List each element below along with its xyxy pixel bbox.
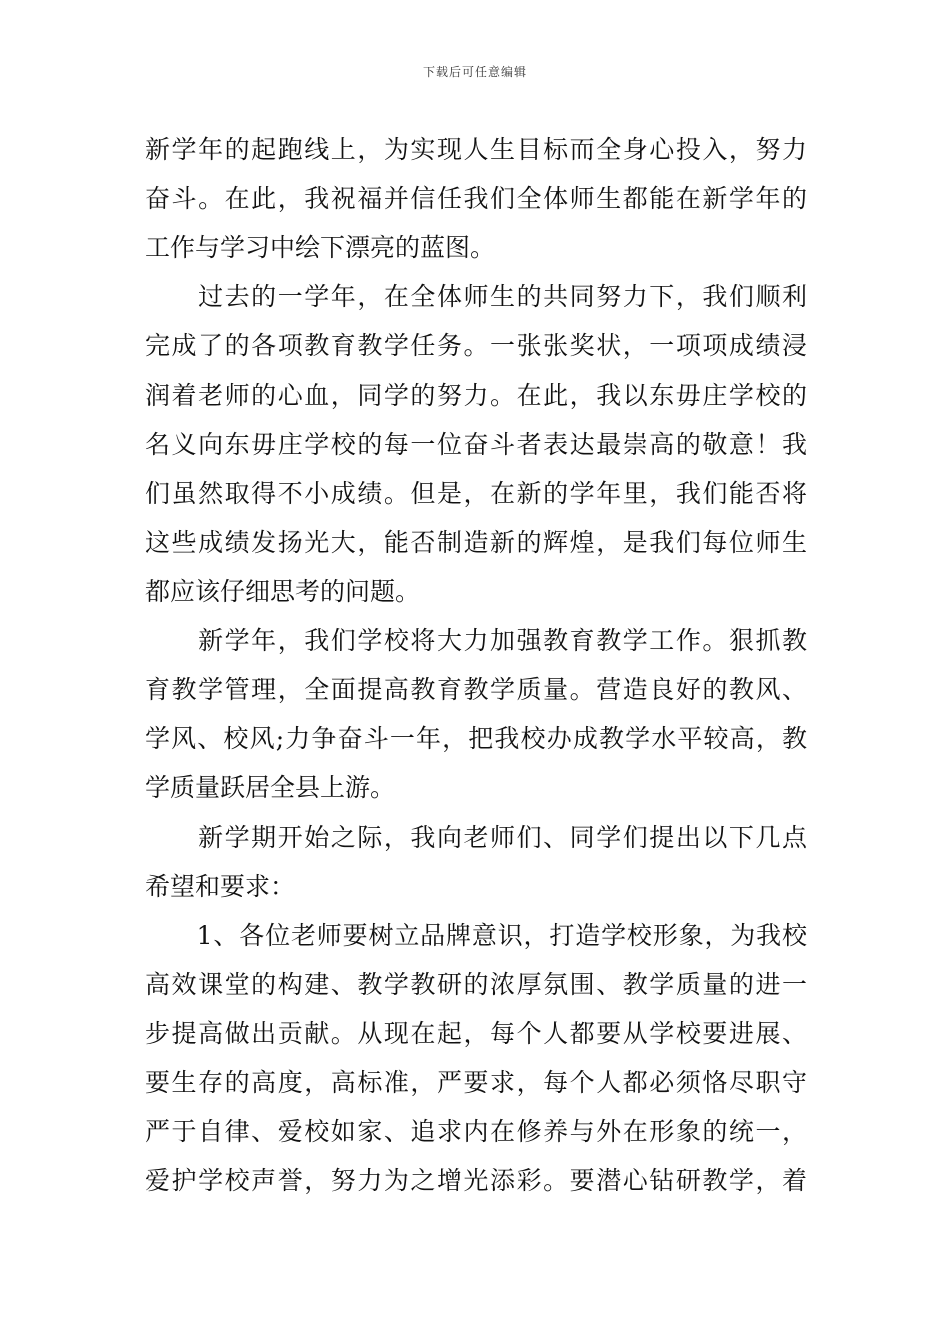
page-header: 下载后可任意编辑 bbox=[422, 65, 527, 79]
text-line: 学风、校风;力争奋斗一年，把我校办成教学水平较高，教 bbox=[145, 724, 807, 753]
text-line: 新学年，我们学校将大力加强教育教学工作。狠抓教 bbox=[145, 626, 807, 655]
text-line: 名义向东毋庄学校的每一位奋斗者表达最崇高的敬意！我 bbox=[145, 430, 807, 459]
text-line: 工作与学习中绘下漂亮的蓝图。 bbox=[145, 233, 496, 262]
text-line: 新学期开始之际，我向老师们、同学们提出以下几点 bbox=[145, 823, 807, 852]
text-line: 完成了的各项教育教学任务。一张张奖状，一项项成绩浸 bbox=[145, 331, 807, 360]
text-line: 1、各位老师要树立品牌意识，打造学校形象，为我校 bbox=[145, 921, 807, 950]
text-line: 新学年的起跑线上，为实现人生目标而全身心投入，努力 bbox=[145, 135, 807, 164]
text-line: 希望和要求： bbox=[145, 872, 296, 901]
text-line: 们虽然取得不小成绩。但是，在新的学年里，我们能否将 bbox=[145, 479, 807, 508]
text-line: 这些成绩发扬光大，能否制造新的辉煌，是我们每位师生 bbox=[145, 528, 807, 557]
text-line: 严于自律、爱校如家、追求内在修养与外在形象的统一， bbox=[145, 1117, 807, 1146]
text-line: 爱护学校声誉，努力为之增光添彩。要潜心钻研教学，着 bbox=[145, 1166, 807, 1195]
text-line: 要生存的高度，高标准，严要求，每个人都必须恪尽职守 bbox=[145, 1068, 807, 1097]
text-line: 奋斗。在此，我祝福并信任我们全体师生都能在新学年的 bbox=[145, 184, 807, 213]
text-line: 学质量跃居全县上游。 bbox=[145, 773, 396, 802]
text-line: 育教学管理，全面提高教育教学质量。营造良好的教风、 bbox=[145, 675, 807, 704]
text-line: 都应该仔细思考的问题。 bbox=[145, 577, 421, 606]
text-line: 步提高做出贡献。从现在起，每个人都要从学校要进展、 bbox=[145, 1019, 807, 1048]
text-line: 过去的一学年，在全体师生的共同努力下，我们顺利 bbox=[145, 282, 807, 311]
text-line: 润着老师的心血，同学的努力。在此，我以东毋庄学校的 bbox=[145, 381, 807, 410]
text-line: 高效课堂的构建、教学教研的浓厚氛围、教学质量的进一 bbox=[145, 970, 807, 999]
